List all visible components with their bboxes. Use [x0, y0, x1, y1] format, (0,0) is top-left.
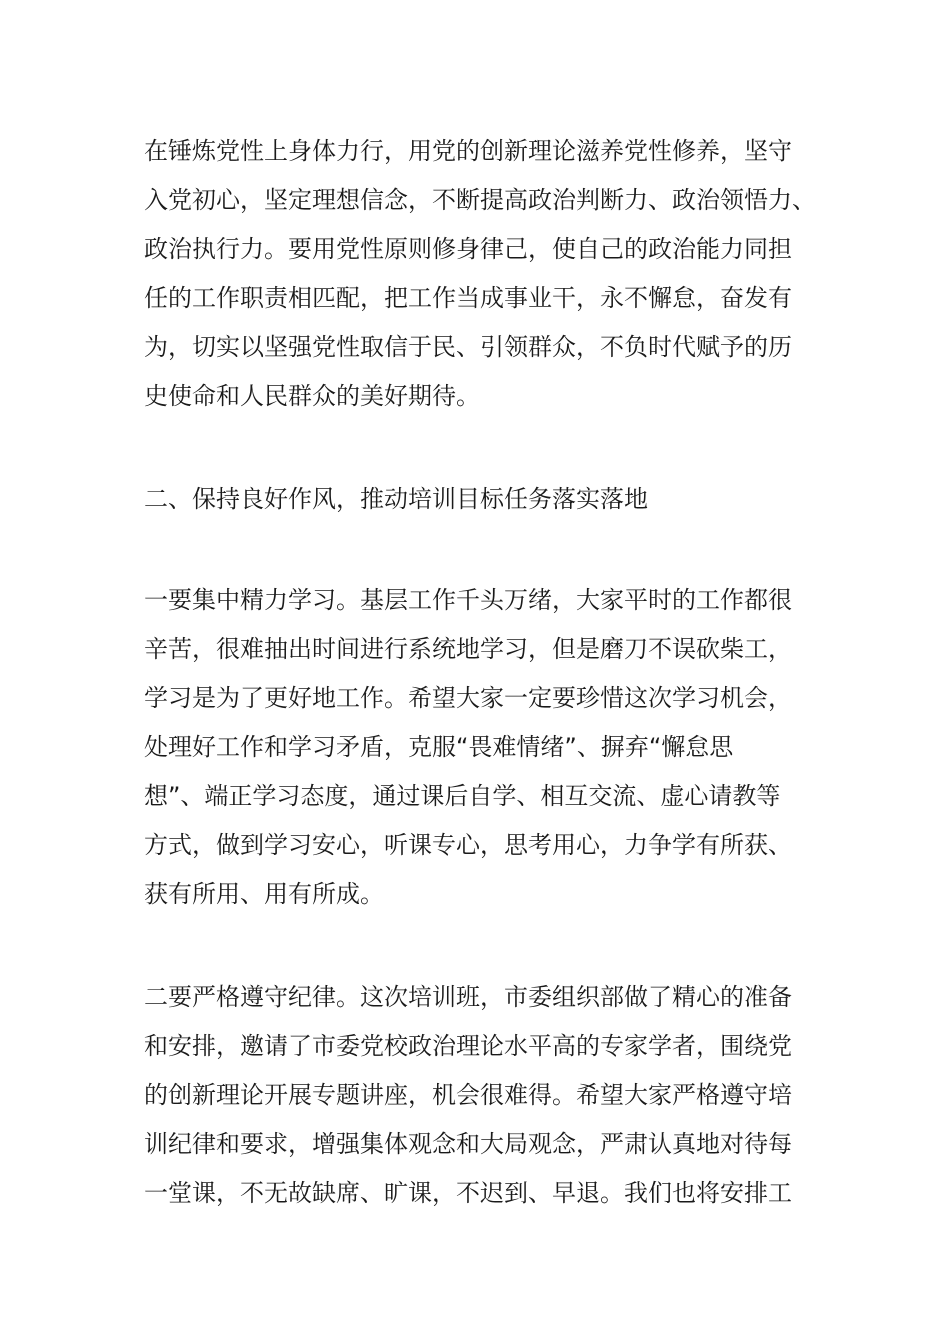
paragraph-line: 处理好工作和学习矛盾，克服“畏难情绪”、摒弃“懈怠思: [144, 733, 734, 761]
paragraph-line: 方式，做到学习安心，听课专心，思考用心，力争学有所获、: [144, 831, 792, 859]
paragraph-line: 史使命和人民群众的美好期待。: [144, 382, 480, 410]
paragraph-party-spirit: [144, 127, 824, 421]
paragraph-line: 一堂课，不无故缺席、旷课，不迟到、早退。我们也将安排工: [144, 1179, 792, 1207]
paragraph-line: 想”、端正学习态度，通过课后自学、相互交流、虚心请教等: [144, 782, 781, 810]
paragraph-line: 入党初心，坚定理想信念，不断提高政治判断力、政治领悟力、: [144, 186, 816, 214]
paragraph-line: 一要集中精力学习。基层工作千头万绪，大家平时的工作都很: [144, 586, 792, 614]
heading-text: 二、保持良好作风，推动培训目标任务落实落地: [144, 485, 648, 513]
paragraph-study: [144, 576, 824, 919]
paragraph-line: 的创新理论开展专题讲座，机会很难得。希望大家严格遵守培: [144, 1081, 792, 1109]
paragraph-line: 学习是为了更好地工作。希望大家一定要珍惜这次学习机会，: [144, 684, 792, 712]
paragraph-line: 二要严格遵守纪律。这次培训班，市委组织部做了精心的准备: [144, 983, 792, 1011]
paragraph-line: 获有所用、用有所成。: [144, 880, 384, 908]
paragraph-line: 辛苦，很难抽出时间进行系统地学习，但是磨刀不误砍柴工，: [144, 635, 792, 663]
paragraph-line: 和安排，邀请了市委党校政治理论水平高的专家学者，围绕党: [144, 1032, 792, 1060]
paragraph-discipline: [144, 973, 824, 1218]
paragraph-line: 为，切实以坚强党性取信于民、引领群众，不负时代赋予的历: [144, 333, 792, 361]
paragraph-line: 训纪律和要求，增强集体观念和大局观念，严肃认真地对待每: [144, 1130, 792, 1158]
paragraph-line: 在锤炼党性上身体力行，用党的创新理论滋养党性修养，坚守: [144, 137, 792, 165]
section-heading: [144, 475, 824, 524]
paragraph-line: 任的工作职责相匹配，把工作当成事业干，永不懈怠，奋发有: [144, 284, 792, 312]
paragraph-line: 政治执行力。要用党性原则修身律己，使自己的政治能力同担: [144, 235, 792, 263]
